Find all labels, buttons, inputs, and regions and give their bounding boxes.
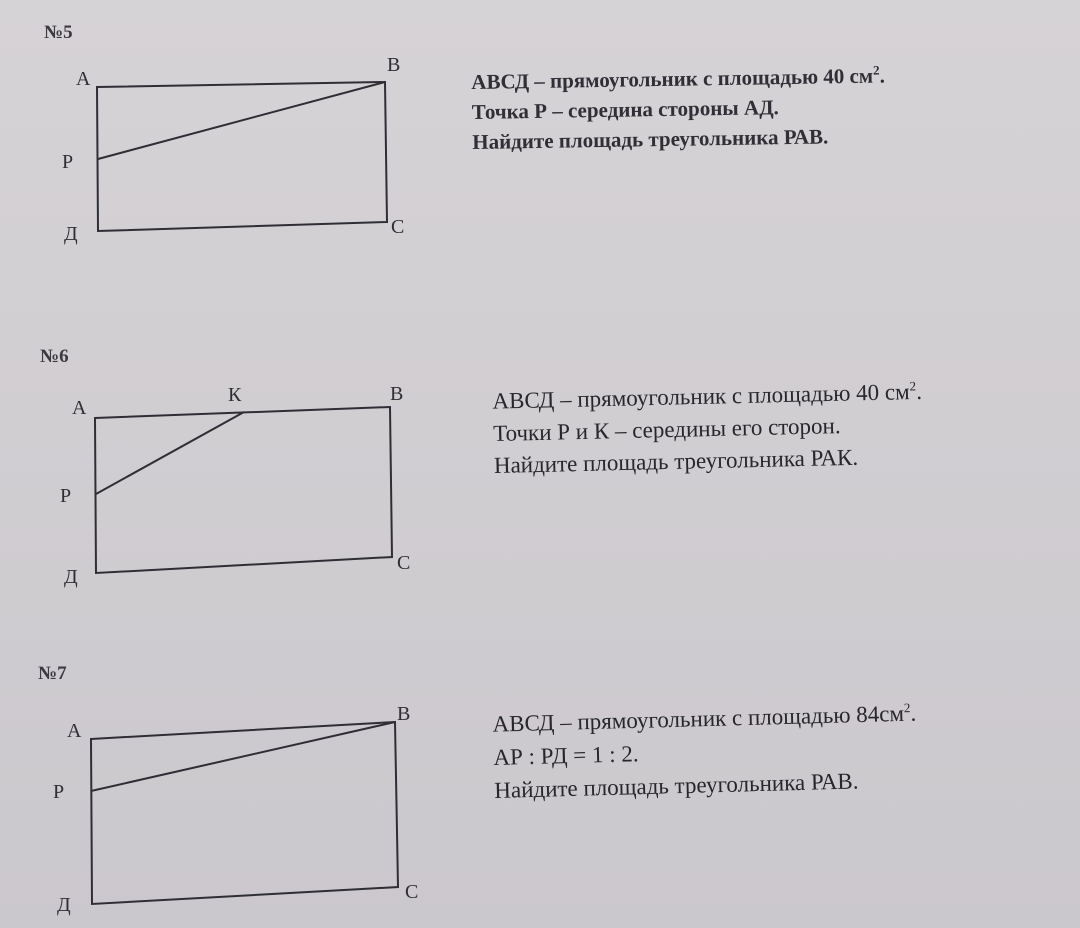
vertex-label-p: Р: [53, 781, 65, 803]
segment-pb: [91, 722, 395, 791]
vertex-label-d: Д: [64, 223, 78, 245]
statement-line-2: Точки Р и К – середины его сторон.: [492, 412, 841, 446]
statement-line-2: АР : РД = 1 : 2.: [493, 740, 639, 770]
vertex-label-k: К: [228, 384, 242, 406]
superscript-2: 2: [909, 378, 917, 394]
problem-number: №7: [38, 663, 67, 684]
vertex-label-b: В: [390, 383, 404, 405]
vertex-label-d: Д: [64, 566, 78, 588]
statement-line-1: АВСД – прямоугольник с площадью 40 см: [492, 379, 910, 414]
superscript-2: 2: [903, 700, 911, 716]
vertex-label-c: С: [397, 552, 411, 574]
vertex-label-c: С: [391, 216, 405, 238]
problem-statement: АВСД – прямоугольник с площадью 40 $см^2$. Точка Р – середина стороны АД. Найдите площадь треугольника РАВ.: [471, 56, 886, 157]
problem-statement: АВСД – прямоугольник с площадью 40 $см^2$. Точки Р и К – середины его сторон. Найдите площадь треугольника РАК.: [492, 370, 924, 481]
statement-line-3: Найдите площадь треугольника РАК.: [493, 444, 859, 478]
rectangle-abcd: [91, 722, 398, 904]
vertex-label-b: В: [397, 703, 411, 725]
statement-line-3: Найдите площадь треугольника РАВ.: [472, 124, 829, 154]
vertex-label-b: В: [387, 54, 401, 76]
vertex-label-a: А: [76, 68, 91, 90]
vertex-label-d: Д: [57, 894, 71, 916]
vertex-label-p: Р: [60, 485, 72, 507]
vertex-label-p: Р: [62, 151, 74, 173]
problem-number: №5: [44, 22, 73, 43]
vertex-label-a: А: [67, 720, 82, 742]
vertex-label-a: А: [72, 397, 87, 419]
statement-line-2: Точка Р – середина стороны АД.: [471, 95, 780, 124]
problem-statement: АВСД – прямоугольник с площадью $84см^2$. АР : РД = 1 : 2. Найдите площадь треугольника РАВ.: [492, 691, 918, 807]
superscript-2: 2: [872, 62, 880, 78]
problem-number: №6: [40, 346, 69, 367]
vertex-label-c: С: [405, 881, 419, 903]
statement-line-3: Найдите площадь треугольника РАВ.: [493, 768, 859, 803]
statement-line-1: АВСД – прямоугольник с площадью 40 см: [471, 63, 874, 94]
statement-line-1: АВСД – прямоугольник с площадью 84см: [492, 700, 905, 737]
